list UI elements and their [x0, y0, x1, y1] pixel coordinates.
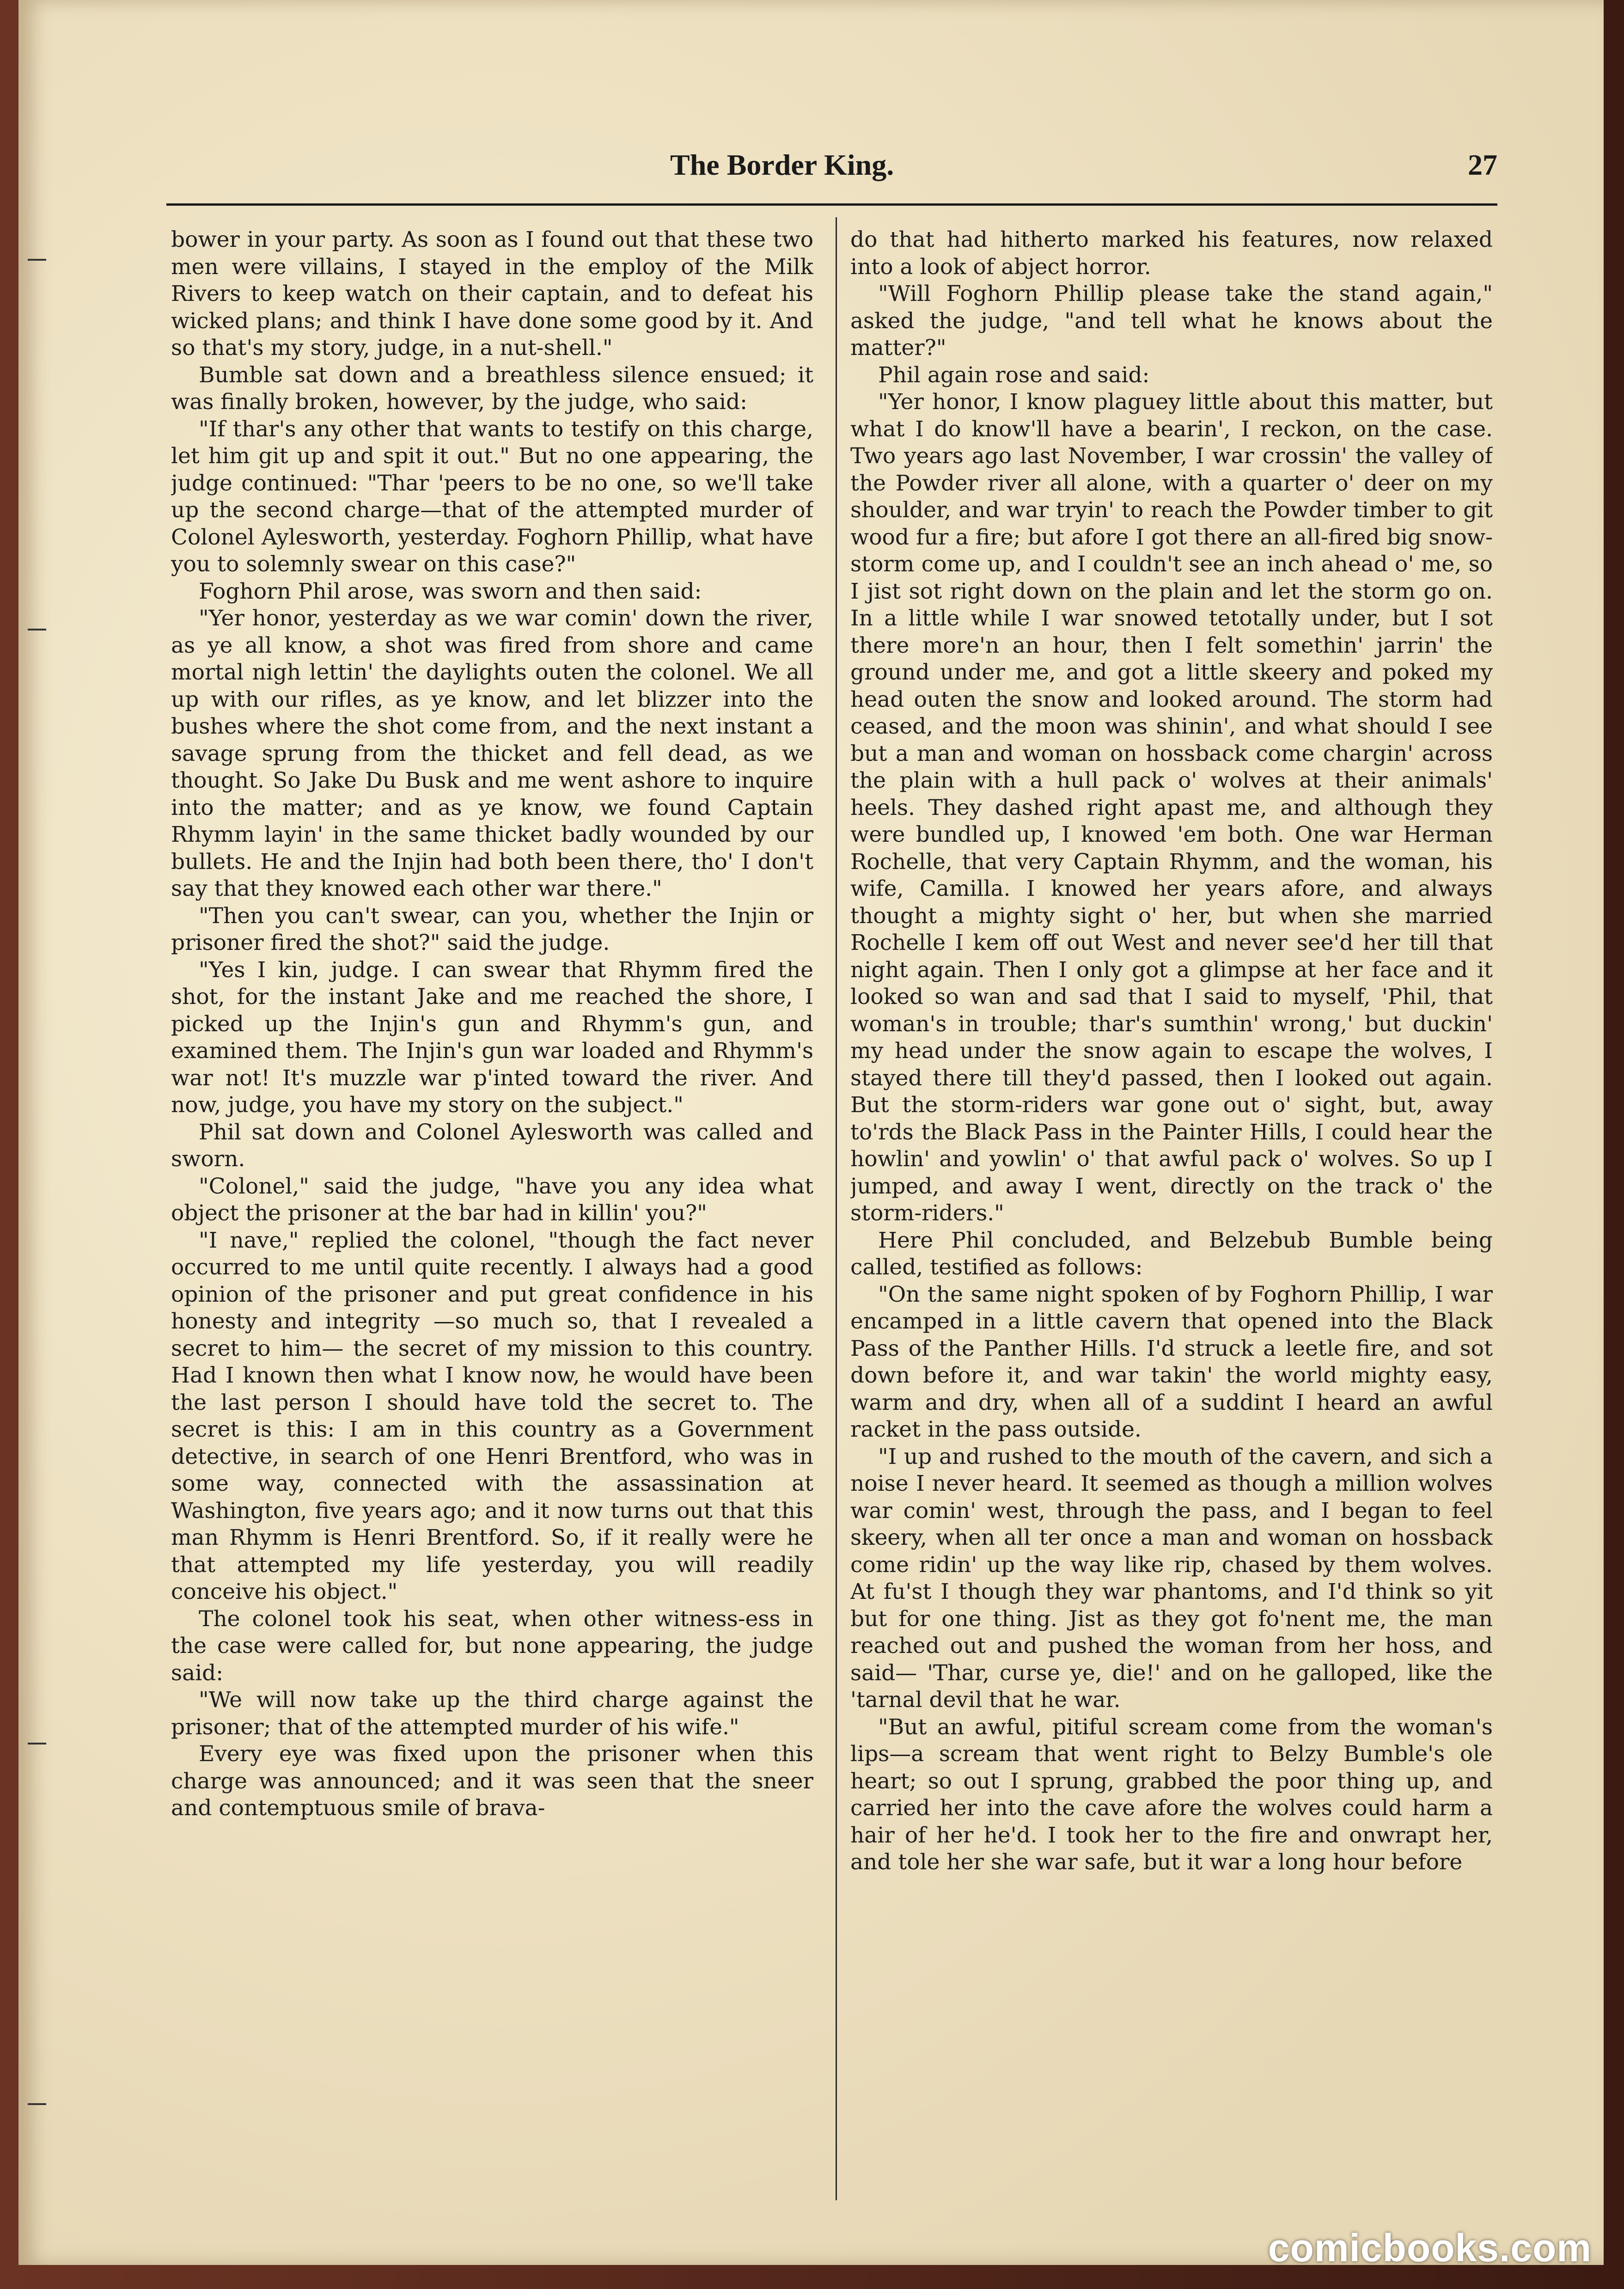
paragraph: Phil again rose and said:: [878, 362, 1150, 388]
paragraph: The colonel took his seat, when other witness-ess in the case were called for, but none appearing, the judge said:: [171, 1606, 813, 1686]
header-rule: [166, 203, 1497, 206]
paragraph: "Yer honor, yesterday as we war comin' down the river, as ye all know, a shot was fired from shore and came mortal nigh lettin' the daylights outen the colonel. We all up with our rifles, as ye know, and let blizzer into the bushes where the shot come from, and the next instant a savage sprung from the thicket and fell dead, as we thought. So Jake Du Busk and me went ashore to inquire into the matter; and as ye know, we found Captain Rhymm layin' in the same thicket badly wounded by our bullets. He and the Injin had both been there, tho' I don't say that they knowed each other war there.": [171, 606, 813, 901]
binding-mark: [28, 629, 46, 630]
paragraph: "Yes I kin, judge. I can swear that Rhymm fired the shot, for the instant Jake and me reached the shore, I picked up the Injin's gun and Rhymm's gun, and examined them. The Injin's gun war loaded and Rhymm's war not! It's muzzle war p'inted toward the river. And now, judge, you have my story on the subject.": [171, 957, 813, 1118]
paragraph: "But an awful, pitiful scream come from the woman's lips—a scream that went right to Belzy Bumble's ole heart; so out I sprung, grabbed the poor thing up, and carried her into the cave afore the wolves could harm a hair of her he'd. I took her to the fire and onwrapt her, and tole her she war safe, but it war a long hour before: [850, 1714, 1493, 1875]
column-divider: [836, 217, 837, 2200]
left-column: [171, 226, 813, 2214]
paragraph: "I nave," replied the colonel, "though the fact never occurred to me until quite recently. I always had a good opinion of the prisoner and put great confidence in his honesty and integrity —so much so, that I revealed a secret to him— the secret of my mission to this country. Had I known then what I know now, he would have been the last person I should have told the secret to. The secret is this: I am in this country as a Government detective, in search of one Henri Brentford, who was in some way, connected with the assassination at Washington, five years ago; and it now turns out that this man Rhymm is Henri Brentford. So, if it really were he that attempted my life yesterday, you will readily conceive his object.": [171, 1227, 813, 1604]
running-title: The Border King.: [670, 148, 894, 181]
paragraph: Phil sat down and Colonel Aylesworth was called and sworn.: [171, 1119, 813, 1172]
paragraph: "Then you can't swear, can you, whether the Injin or prisoner fired the shot?" said the judge.: [171, 903, 813, 955]
paragraph: "Yer honor, I know plaguey little about this matter, but what I do know'll have a bearin', I reckon, on the case. Two years ago last November, I war crossin' the valley of the Powder river all alone, with a quarter o' deer on my shoulder, and war tryin' to reach the Powder timber to git wood fur a fire; but afore I got there an all-fired big snow-storm come up, and I couldn't see an inch ahead o' me, so I jist sot right down on the plain and let the storm go on. In a little while I war snowed tetotally under, but I sot there more'n an hour, then I felt somethin' jarrin' the ground under me, and got a little skeery and poked my head outen the snow and looked around. The storm had ceased, and the moon was shinin', and what should I see but a man and woman on hossback come chargin' across the plain with a hull pack o' wolves at their animals' heels. They dashed right apast me, and although they were bundled up, I knowed 'em both. One war Herman Rochelle, that very Captain Rhymm, and the woman, his wife, Camilla. I knowed her years afore, and always thought a mighty sight o' her, but when she married Rochelle I kem off out West and never see'd her till that night again. Then I only got a glimpse at her face and it looked so wan and sad that I said to myself, 'Phil, that woman's in trouble; thar's sumthin' wrong,' but duckin' my head under the snow again to escape the wolves, I stayed there till they'd passed, then I looked out again. But the storm-riders war gone out o' sight, but, away to'rds the Black Pass in the Painter Hills, I could hear the howlin' and yowlin' o' that awful pack o' wolves. So up I jumped, and away I went, directly on the track o' the storm-riders.": [850, 389, 1493, 1226]
right-column: [850, 226, 1493, 2214]
paragraph: "Will Foghorn Phillip please take the stand again," asked the judge, "and tell what he knows about the matter?": [850, 281, 1493, 361]
binding-mark: [28, 1743, 46, 1744]
paragraph: Every eye was fixed upon the prisoner when this charge was announced; and it was seen that the sneer and contemptuous smile of brava-: [171, 1741, 813, 1821]
paragraph: "Colonel," said the judge, "have you any idea what object the prisoner at the bar had in killin' you?": [171, 1173, 813, 1226]
paragraph: Here Phil concluded, and Belzebub Bumble being called, testified as follows:: [850, 1227, 1493, 1280]
paragraph: Foghorn Phil arose, was sworn and then said:: [199, 578, 702, 604]
paragraph: "On the same night spoken of by Foghorn Phillip, I war encamped in a little cavern that opened into the Black Pass of the Panther Hills. I'd struck a leetle fire, and sot down before it, and war takin' the world mighty easy, warm and dry, when all of a suddint I heard an awful racket in the pass outside.: [850, 1281, 1493, 1442]
paragraph: "I up and rushed to the mouth of the cavern, and sich a noise I never heard. It seemed as though a million wolves war comin' west, through the pass, and I began to feel skeery, when all ter once a man and woman on hossback come ridin' up the way like rip, chased by them wolves. At fu'st I though they war phantoms, and I'd think so yit but for one thing. Jist as they got fo'nent me, the man reached out and pushed the woman from her hoss, and said— 'Thar, curse ye, die!' and on he galloped, like the 'tarnal devil that he war.: [850, 1444, 1493, 1713]
running-header: [166, 139, 1497, 194]
paragraph: do that had hitherto marked his features, now relaxed into a look of abject horror.: [850, 227, 1493, 280]
watermark: comicbooks.com: [1268, 2226, 1592, 2270]
binding-gutter: [18, 0, 60, 2265]
page-number: 27: [1468, 148, 1497, 181]
paragraph: "If thar's any other that wants to testify on this charge, let him git up and spit it out." But no one appearing, the judge continued: "Thar 'peers to be no one, so we'll take up the second charge—that of the attempted murder of Colonel Aylesworth, yesterday. Foghorn Phillip, what have you to solemnly swear on this case?": [171, 416, 813, 577]
paragraph: bower in your party. As soon as I found out that these two men were villains, I stayed in the employ of the Milk Rivers to keep watch on their captain, and to defeat his wicked plans; and think I have done some good by it. And so that's my story, judge, in a nut-shell.": [171, 227, 813, 361]
binding-mark: [28, 259, 46, 261]
paragraph: Bumble sat down and a breathless silence ensued; it was finally broken, however, by the judge, who said:: [171, 362, 813, 415]
binding-mark: [28, 2103, 46, 2105]
paragraph: "We will now take up the third charge against the prisoner; that of the attempted murder of his wife.": [171, 1687, 813, 1740]
